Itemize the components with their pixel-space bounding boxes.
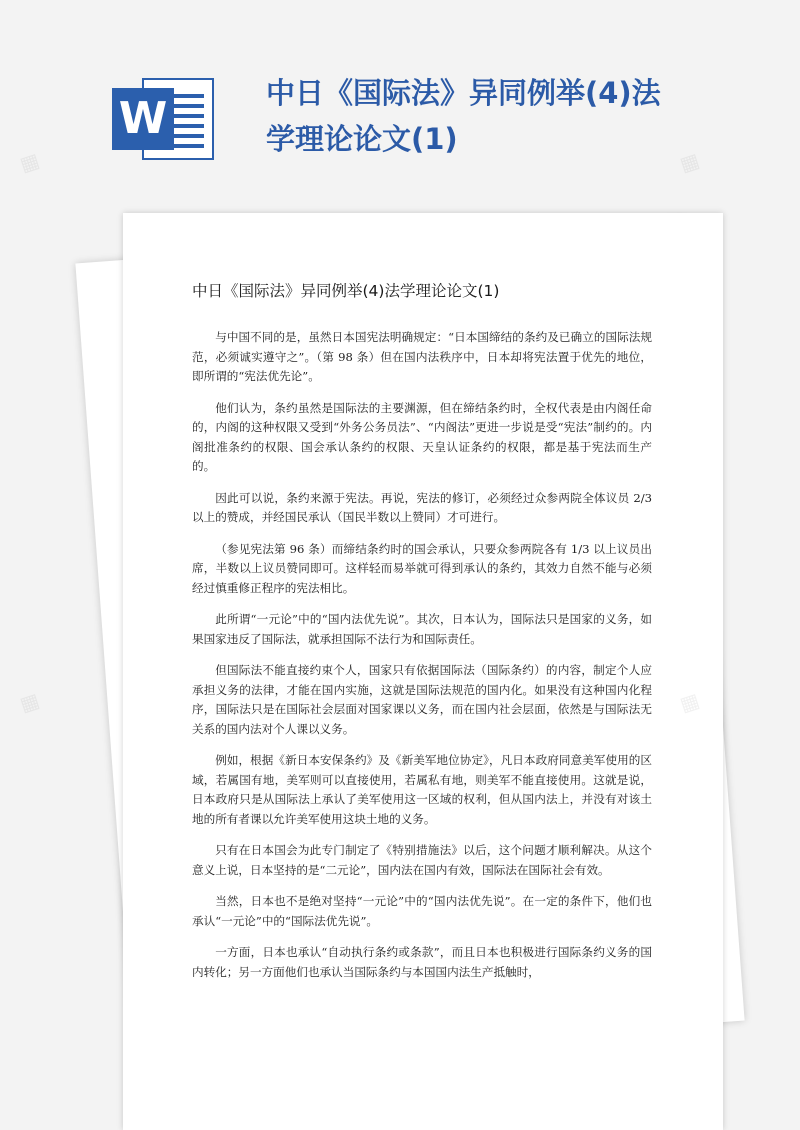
paragraph: 例如，根据《新日本安保条约》及《新美军地位协定》，凡日本政府同意美军使用的区域，若属国有地，美军则可以直接使用，若属私有地，则美军不能直接使用。这就是说，日本政府只是从国际法上承认了美军使用这一区域的权利，但从国内法上，并没有对该土地的所有者课以允许美军使用这块土地的义务。: [192, 753, 652, 826]
paragraph: 但国际法不能直接约束个人，国家只有依据国际法（国际条约）的内容，制定个人应承担义务的法律，才能在国内实施，这就是国际法规范的国内化。如果没有这种国内化程序，国际法只是在国际社会层面对国家课以义务，而在国内社会层面，依然是与国际法无关系的国内法对个人课以义务。: [192, 663, 652, 736]
paragraph: 一方面，日本也承认“自动执行条约或条款”，而且日本也积极进行国际条约义务的国内转化；另一方面他们也承认当国际条约与本国国内法生产抵触时，: [192, 945, 652, 979]
paragraph: 此所谓“一元论”中的“国内法优先说”。其次，日本认为，国际法只是国家的义务，如果国家违反了国际法，就承担国际不法行为和国际责任。: [192, 612, 652, 646]
word-document-icon: [112, 78, 214, 160]
paragraph: 他们认为，条约虽然是国际法的主要渊源，但在缔结条约时，全权代表是由内阁任命的，内阁的这种权限又受到“外务公务员法”、“内阁法”更进一步说是受“宪法”制约的。内阁批准条约的权限、国会承认条约的权限、天皇认证条约的权限，都是基于宪法而生产的。: [192, 400, 652, 473]
document-title: 中日《国际法》异同例举(4)法学理论论文(1): [192, 282, 500, 300]
paragraph: 只有在日本国会为此专门制定了《特别措施法》以后，这个问题才顺利解决。从这个意义上说，日本坚持的是“二元论”，国内法在国内有效，国际法在国际社会有效。: [192, 843, 652, 877]
paragraph: 因此可以说，条约来源于宪法。再说，宪法的修订，必须经过众参两院全体议员 2/3 以上的赞成，并经国民承认（国民半数以上赞同）才可进行。: [192, 490, 652, 524]
header-banner: [0, 0, 800, 215]
watermark: ▦: [676, 147, 703, 177]
paragraph: （参见宪法第 96 条）而缔结条约时的国会承认，只要众参两院各有 1/3 以上议员出席，半数以上议员赞同即可。这样轻而易举就可得到承认的条约，其效力自然不能与必须经过慎重修正程序的宪法相比。: [192, 541, 652, 595]
document-page: [123, 213, 723, 1130]
header-title: 中日《国际法》异同例举(4)法学理论论文(1): [266, 76, 661, 156]
paragraph: 与中国不同的是，虽然日本国宪法明确规定：“日本国缔结的条约及已确立的国际法规范，必须诚实遵守之”。（第 98 条）但在国内法秩序中，日本却将宪法置于优先的地位，即所谓的“宪法优先论”。: [192, 330, 652, 383]
word-letter-badge: W: [112, 88, 174, 150]
watermark: ▦: [16, 147, 43, 177]
watermark: ▦: [16, 687, 43, 717]
document-body: [192, 328, 652, 994]
paragraph: 当然，日本也不是绝对坚持“一元论”中的“国内法优先说”。在一定的条件下，他们也承认“一元论”中的“国际法优先说”。: [192, 894, 652, 928]
